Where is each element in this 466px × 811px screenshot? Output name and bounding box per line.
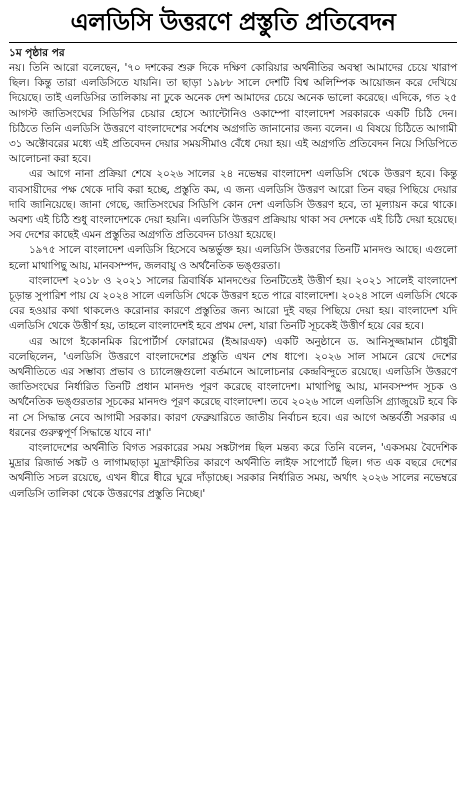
article-paragraph: নয়। তিনি আরো বলেছেন, '৭০ দশকের শুরু দিকে দক্ষিণ কোরিয়ার অর্থনীতির অবস্থা আমাদের চেয়ে খারাপ ছিল। কিন্তু তারা এলডিসিতে যায়নি। তা ছাড়া ১৯৮৮ সালে দেশটি বিশ্ব অলিম্পিক আয়োজন করে দেখিয়ে দিয়েছে। তাই এলডিসির তালিকায় না ঢুকে অনেক দেশ আমাদের চেয়ে অনেক ভালো করেছে। এদিকে, গত ২৫ আগস্ট জাতিসংঘের সিডিপির চেয়ার হোসে অ্যান্টোনিও ওকাম্পো বাংলাদেশ সরকারকে একটি চিঠি দেন। চিঠিতে তিনি এলডিসি উত্তরণে বাংলাদেশের সর্বশেষ অগ্রগতি জানানোর জন্য বলেন। এ বিষয়ে চিঠিতে আগামী ৩১ অক্টোবরের মধ্যে এই প্রতিবেদন দেয়ার সময়সীমাও বেঁধে দেয়া হয়। এই অগ্রগতি প্রতিবেদন নিয়ে সিডিপিতে আলোচনা করা হবে। [9,62,457,166]
continued-from-label: ১ম পৃষ্ঠার পর [9,47,65,59]
article-paragraph: এর আগে নানা প্রক্রিয়া শেষে ২০২৬ সালের ২৪ নভেম্বর বাংলাদেশ এলডিসি থেকে উত্তরণ হবে। কিন্তু ব্যবসায়ীদের পক্ষ থেকে দাবি করা হচ্ছে, প্রস্তুতি কম, এ জন্য এলডিসি উত্তরণ আরো তিন বছর পিছিয়ে দেয়ার দাবি জানিয়েছে। জানা গেছে, জাতিসংঘের সিডিপি কোন দেশ এলডিসি উত্তরণ হবে, তা মূল্যায়ন করে থাকে। অবশ্য এই চিঠি শুধু বাংলাদেশকে দেয়া হয়নি। এলডিসি উত্তরণ প্রক্রিয়ায় থাকা সব দেশকে এই চিঠি দেয়া হয়েছে। সব দেশের কাছেই এমন প্রস্তুতির অগ্রগতি প্রতিবেদন চাওয়া হয়েছে। [9,168,457,242]
article-paragraph: বাংলাদেশের অর্থনীতি বিগত সরকারের সময় সঙ্কটাপন্ন ছিল মন্তব্য করে তিনি বলেন, 'একসময় বৈদেশিক মুদ্রার রিজার্ভ সঙ্কট ও লাগামছাড়া মুদ্রাস্ফীতির কারণে অর্থনীতি লাইফ সাপোর্টে ছিল। গত এক বছরে দেশের অর্থনীতি সচল রয়েছে, এখন ধীরে ধীরে ঘুরে দাঁড়াচ্ছে। সরকার নির্ধারিত সময়, অর্থাৎ ২০২৬ সালের নভেম্বরে এলডিসি তালিকা থেকে উত্তরণের প্রস্তুতি নিচ্ছে।' [9,442,457,500]
article-headline: এলডিসি উত্তরণে প্রস্তুতি প্রতিবেদন [70,8,396,36]
headline-divider [9,42,457,43]
article-body [9,61,457,502]
article-paragraph: বাংলাদেশ ২০১৮ ও ২০২১ সালের ত্রিবার্ষিক মানদণ্ডের তিনটিতেই উত্তীর্ণ হয়। ২০২১ সালেই বাংলাদেশ চূড়ান্ত সুপারিশ পায় যে ২০২৪ সালে এলডিসি থেকে উত্তরণ হতে পারে বাংলাদেশ। ২০২৪ সালে এলডিসি থেকে বের হওয়ার কথা থাকলেও করোনার কারণে প্রস্তুতির জন্য আরো দুই বছর পিছিয়ে দেয়া হয়। বাংলাদেশ যদি এলডিসি থেকে উত্তীর্ণ হয়, তাহলে বাংলাদেশই হবে প্রথম দেশ, যারা তিনটি সূচকেই উত্তীর্ণ হয়ে বের হবে। [9,274,457,333]
article-paragraph: ১৯৭৫ সালে বাংলাদেশ এলডিসি হিসেবে অন্তর্ভুক্ত হয়। এলডিসি উত্তরণের তিনটি মানদণ্ড আছে। এগুলো হলো মাথাপিছু আয়, মানবসম্পদ, জলবায়ু ও অর্থনৈতিক ভঙ্গুরতা। [9,244,457,272]
article-paragraph: এর আগে ইকোনমিক রিপোর্টার্স ফোরামের (ইআরএফ) একটি অনুষ্ঠানে ড. আনিসুজ্জামান চৌধুরী বলেছিলেন, 'এলডিসি উত্তরণে বাংলাদেশের প্রস্তুতি এখন শেষ ধাপে। ২০২৬ সাল সামনে রেখে দেশের অর্থনীতিতে এর সম্ভাব্য প্রভাব ও চ্যালেঞ্জগুলো বর্তমানে আলোচনার কেন্দ্রবিন্দুতে রয়েছে। এলডিসি উত্তরণে জাতিসংঘের নির্ধারিত তিনটি প্রধান মানদণ্ড পূরণ করেছে বাংলাদেশ। মাথাপিছু আয়, মানবসম্পদ সূচক ও অর্থনৈতিক ভঙ্গুরতার সূচকের মানদণ্ড পূরণ করেছে বাংলাদেশ। তবে ২০২৬ সালে এলডিসি গ্র্যাজুয়েট হবে কি না সে সিদ্ধান্ত নেবে আগামী সরকার। কারণ ফেব্রুয়ারিতে জাতীয় নির্বাচন হবে। এর আগে অন্তর্বর্তী সরকার এ ধরনের গুরুত্বপূর্ণ সিদ্ধান্তে যাবে না।' [9,335,457,439]
